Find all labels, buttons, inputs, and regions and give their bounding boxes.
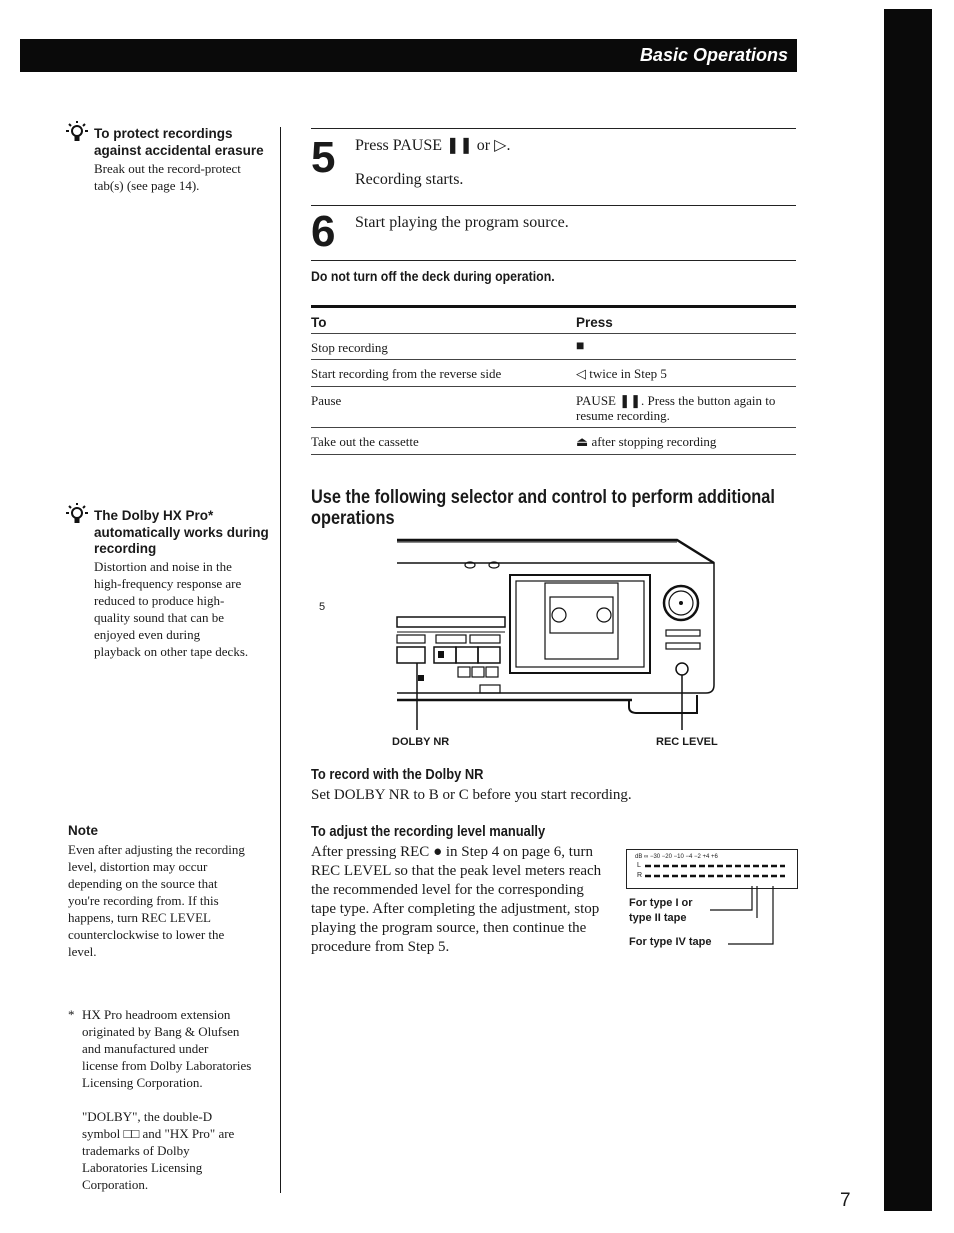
meter-callout-line: type II tape <box>629 912 687 924</box>
tip-dolby-body-line: playback on other tape decks. <box>94 644 249 659</box>
manual-body-line: After pressing REC ● in Step 4 on page 6, turn <box>311 844 593 860</box>
lightbulb-icon <box>66 502 88 526</box>
step-rule <box>311 260 796 261</box>
section-heading: Use the following selector and control to perform additional operations <box>311 487 775 529</box>
trademark-line: Corporation. <box>82 1177 149 1192</box>
trademark-line: "DOLBY", the double-D <box>82 1109 213 1124</box>
tip-dolby-body-line: high-frequency response are <box>94 576 242 591</box>
manual-body <box>311 843 601 957</box>
note-body-line: level. <box>68 944 97 959</box>
manual-body-line: the recommended level for the corresponding <box>311 882 584 898</box>
footnote-line: HX Pro headroom extension <box>82 1007 231 1022</box>
tip-dolby-heading-line: recording <box>94 541 157 556</box>
tip-protect-body-line: Break out the record-protect <box>94 161 241 176</box>
footnote-marker: * <box>68 1007 75 1022</box>
step-rule <box>311 128 796 129</box>
table-cell-to: Stop recording <box>311 340 388 355</box>
tip-dolby-heading <box>94 508 269 558</box>
table-row <box>311 334 796 360</box>
table-cell-to: Pause <box>311 393 342 408</box>
step-rule <box>311 205 796 206</box>
trademark-line: trademarks of Dolby <box>82 1143 190 1158</box>
tip-dolby-body-line: enjoyed even during <box>94 627 201 642</box>
tip-protect-heading <box>94 126 264 159</box>
footnote-line: originated by Bang & Olufsen <box>82 1024 240 1039</box>
table-cell-press: ◁ twice in Step 5 <box>576 366 667 381</box>
operation-table <box>311 305 796 455</box>
step-number: 5 <box>311 133 335 182</box>
page-number: 7 <box>840 1190 851 1211</box>
tip-dolby-body-line: Distortion and noise in the <box>94 559 232 574</box>
tip-dolby-heading-line: The Dolby HX Pro* <box>94 508 214 523</box>
table-cell-to: Start recording from the reverse side <box>311 366 502 381</box>
manual-body-line: REC LEVEL so that the peak level meters reach <box>311 863 602 879</box>
step-result: Recording starts. <box>355 171 464 188</box>
manual-body-line: procedure from Step 5. <box>311 939 450 955</box>
table-row <box>311 428 796 455</box>
section-title: Basic Operations <box>639 45 788 65</box>
note-body-line: depending on the source that <box>68 876 218 891</box>
meter-segments <box>645 862 791 882</box>
footnote-line: Licensing Corporation. <box>82 1075 203 1090</box>
dolby-body: Set DOLBY NR to B or C before you start recording. <box>311 787 632 803</box>
footnote-line: and manufactured under <box>82 1041 209 1056</box>
tip-dolby-body-line: reduced to produce high- <box>94 593 225 608</box>
dolby-heading: To record with the Dolby NR <box>311 766 484 783</box>
figure-stray-mark: 5 <box>319 601 326 613</box>
meter-callout-type1-2 <box>629 896 693 926</box>
header-bar <box>20 39 797 72</box>
note-body-line: Even after adjusting the recording <box>68 842 245 857</box>
step-text: Press PAUSE ❚❚ or ▷. <box>355 137 511 154</box>
cassette-deck-illustration <box>392 535 722 735</box>
column-divider <box>280 127 281 1193</box>
step-number: 6 <box>311 207 335 256</box>
table-header-press: Press <box>576 315 613 330</box>
table-header-to: To <box>311 315 327 330</box>
note-body <box>68 841 245 960</box>
trademark-body <box>82 1108 234 1193</box>
dolby-nr-label: DOLBY NR <box>392 736 450 748</box>
table-cell-press: PAUSE ❚❚. Press the button again to resume recording. <box>576 393 776 423</box>
warning-text: Do not turn off the deck during operation. <box>311 268 555 284</box>
trademark-line: Laboratories Licensing <box>82 1160 203 1175</box>
tip-dolby-body <box>94 558 248 660</box>
tip-protect-heading-line: against accidental erasure <box>94 142 264 158</box>
manual-body-line: playing the program source, then continue the <box>311 920 587 936</box>
table-header-row <box>311 308 796 334</box>
note-body-line: counterclockwise to lower the <box>68 927 225 942</box>
lightbulb-icon <box>66 120 88 144</box>
meter-scale: dB ∞ −30 −20 −10 −4 −2 +4 +6 <box>635 854 718 860</box>
step-text: Start playing the program source. <box>355 214 569 231</box>
trademark-line: symbol □□ and "HX Pro" are <box>82 1126 235 1141</box>
tip-dolby-heading-line: automatically works during <box>94 524 269 540</box>
tip-protect-body-line: tab(s) (see page 14). <box>94 178 200 193</box>
manual-body-line: tape type. After completing the adjustment, stop <box>311 901 600 917</box>
tip-protect-body <box>94 160 241 194</box>
note-heading: Note <box>68 823 98 838</box>
note-body-line: you're recording from. If this <box>68 893 219 908</box>
table-row <box>311 360 796 387</box>
table-row <box>311 387 796 428</box>
footnote-line: license from Dolby Laboratories <box>82 1058 252 1073</box>
thumb-index-tab <box>884 9 932 1211</box>
meter-callout-type4: For type IV tape <box>629 936 712 948</box>
manual-heading: To adjust the recording level manually <box>311 823 546 840</box>
meter-right-label: R <box>637 872 643 879</box>
meter-callout-line: For type I or <box>629 897 693 909</box>
meter-callout-lines <box>700 880 790 960</box>
rec-level-label: REC LEVEL <box>656 736 718 748</box>
tip-protect-heading-line: To protect recordings <box>94 126 233 141</box>
stop-symbol: ■ <box>576 339 585 354</box>
table-cell-to: Take out the cassette <box>311 434 419 449</box>
meter-left-label: L <box>637 862 641 869</box>
note-body-line: level, distortion may occur <box>68 859 208 874</box>
tip-dolby-body-line: quality sound that can be <box>94 610 224 625</box>
note-body-line: happens, turn REC LEVEL <box>68 910 211 925</box>
footnote-body <box>82 1006 251 1091</box>
table-cell-press: ⏏ after stopping recording <box>576 434 717 449</box>
